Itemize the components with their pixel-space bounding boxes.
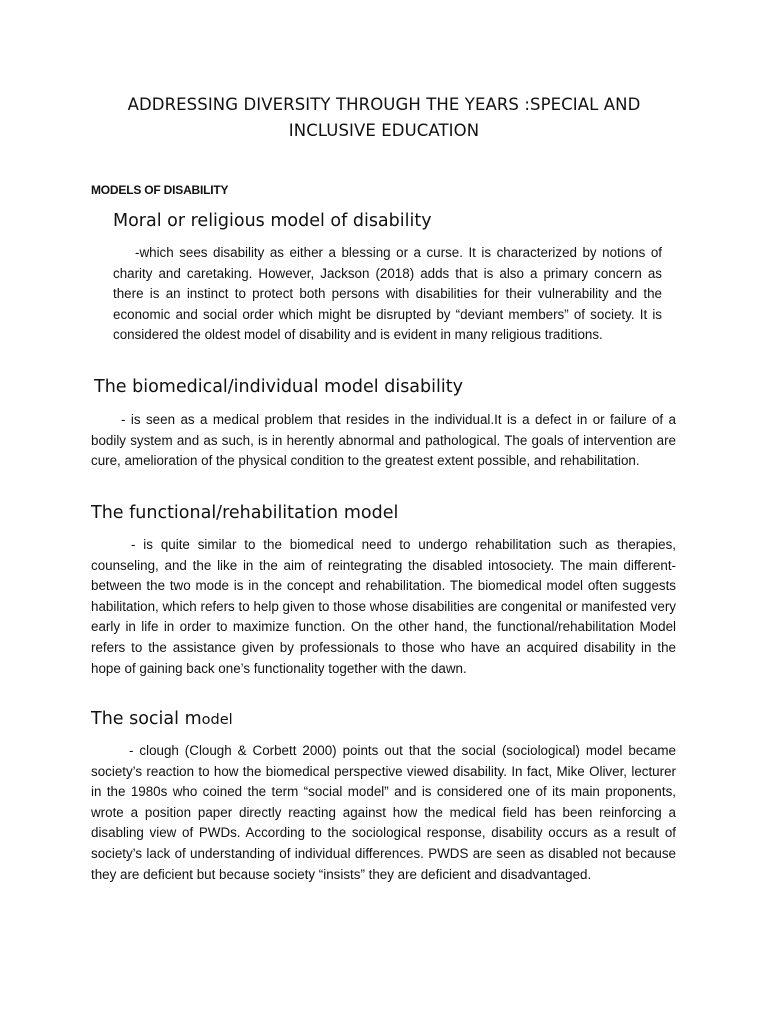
heading-social-model-part1: The social m (91, 709, 202, 729)
paragraph-functional-model: - is quite similar to the biomedical need to undergo rehabilitation such as therapies, counseling, and the like in the aim of reintegrating the disabled intosociety. The main different- between the two mode is in the concept and rehabilitation. The biomedical model often suggests habilitation, which refers to help given to those whose disabilities are congenital or manifested very early in life in order to maximize function. On the other hand, the functional/rehabilitation Model refers to the assistance given by professionals to those who have an acquired disability in the hope of gaining back one’s functionality together with the dawn. (91, 537, 676, 676)
document-title (60, 92, 708, 144)
paragraph-biomedical-model: - is seen as a medical problem that resides in the individual.It is a defect in or failure of a bodily system and as such, is in herently abnormal and pathological. The goals of intervention are cure, amelioration of the physical condition to the greatest extent possible, and rehabilitation. (91, 412, 676, 469)
heading-social-model (91, 708, 233, 731)
heading-moral-model: Moral or religious model of disability (113, 211, 432, 231)
section-label: MODELS OF DISABILITY (91, 183, 229, 197)
title-line-1: ADDRESSING DIVERSITY THROUGH THE YEARS :SPECIAL AND (127, 95, 641, 114)
paragraph-moral-model: -which sees disability as either a blessing or a curse. It is characterized by notions of charity and caretaking. However, Jackson (2018) adds that is also a primary concern as there is an instinct to protect both persons with disabilities for their vulnerability and the economic and social order which might be disrupted by “deviant members” of society. It is considered the oldest model of disability and is evident in many religious traditions. (113, 245, 662, 343)
title-line-2: INCLUSIVE EDUCATION (288, 121, 480, 140)
heading-functional-model: The functional/rehabilitation model (91, 503, 399, 523)
paragraph-social-model: - clough (Clough & Corbett 2000) points out that the social (sociological) model became society’s reaction to how the biomedical perspective viewed disability. In fact, Mike Oliver, lecturer in the 1980s who coined the term “social model” and is considered one of its main proponents, wrote a position paper directly reacting against how the medical field has been reinforcing a disabling view of PWDs. According to the sociological response, disability occurs as a result of society’s lack of understanding of individual differences. PWDS are seen as disabled not because they are deficient but because society “insists” they are deficient and disadvantaged. (91, 743, 676, 882)
heading-biomedical-model: The biomedical/individual model disability (94, 377, 463, 397)
heading-social-model-part2: odel (201, 712, 233, 728)
